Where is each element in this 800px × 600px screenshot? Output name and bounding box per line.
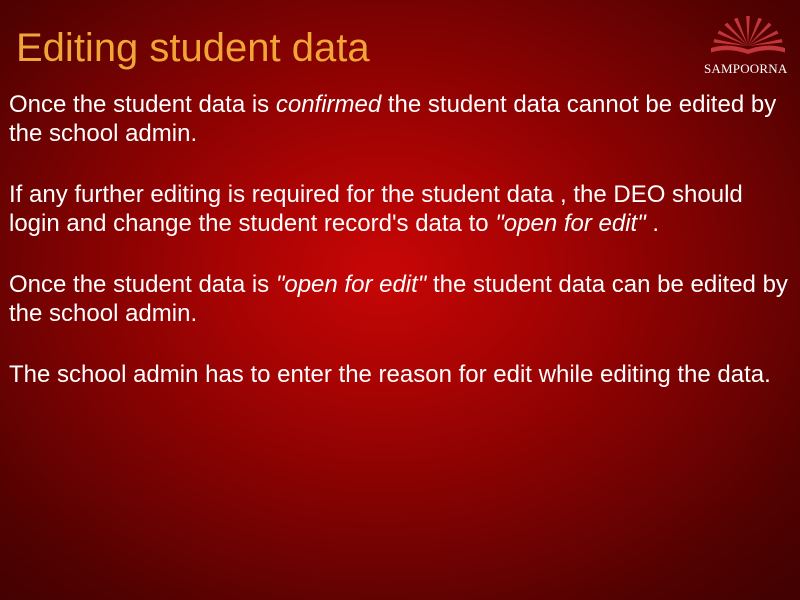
paragraph-text: If any further editing is required for the student data , the DEO should login and change the student record's data to (9, 181, 743, 237)
paragraph-confirmed (9, 90, 789, 148)
slide-title: Editing student data (16, 26, 370, 70)
emphasis-text: "open for edit" (495, 210, 646, 237)
paragraph-text: the student data can be edited by the school admin. (9, 271, 788, 327)
paragraph-text: Once the student data is (9, 91, 276, 118)
paragraph-text: The school admin has to enter the reason for edit while editing the data. (9, 361, 771, 388)
paragraph-open-for-edit (9, 270, 789, 328)
paragraph-deo-edit (9, 180, 789, 238)
paragraph-text: the student data cannot be edited by the school admin. (9, 91, 777, 147)
emphasis-text: confirmed (275, 91, 382, 118)
sampoorna-logo (700, 12, 796, 82)
emphasis-text: "open for edit" (275, 271, 427, 298)
paragraph-text: . (645, 210, 660, 237)
paragraph-reason (9, 360, 789, 389)
slide-body (9, 90, 789, 421)
paragraph-text: Once the student data is (9, 271, 276, 298)
logo-text: SAMPOORNA (704, 61, 788, 76)
sampoorna-book-sunrise-icon (708, 12, 788, 58)
